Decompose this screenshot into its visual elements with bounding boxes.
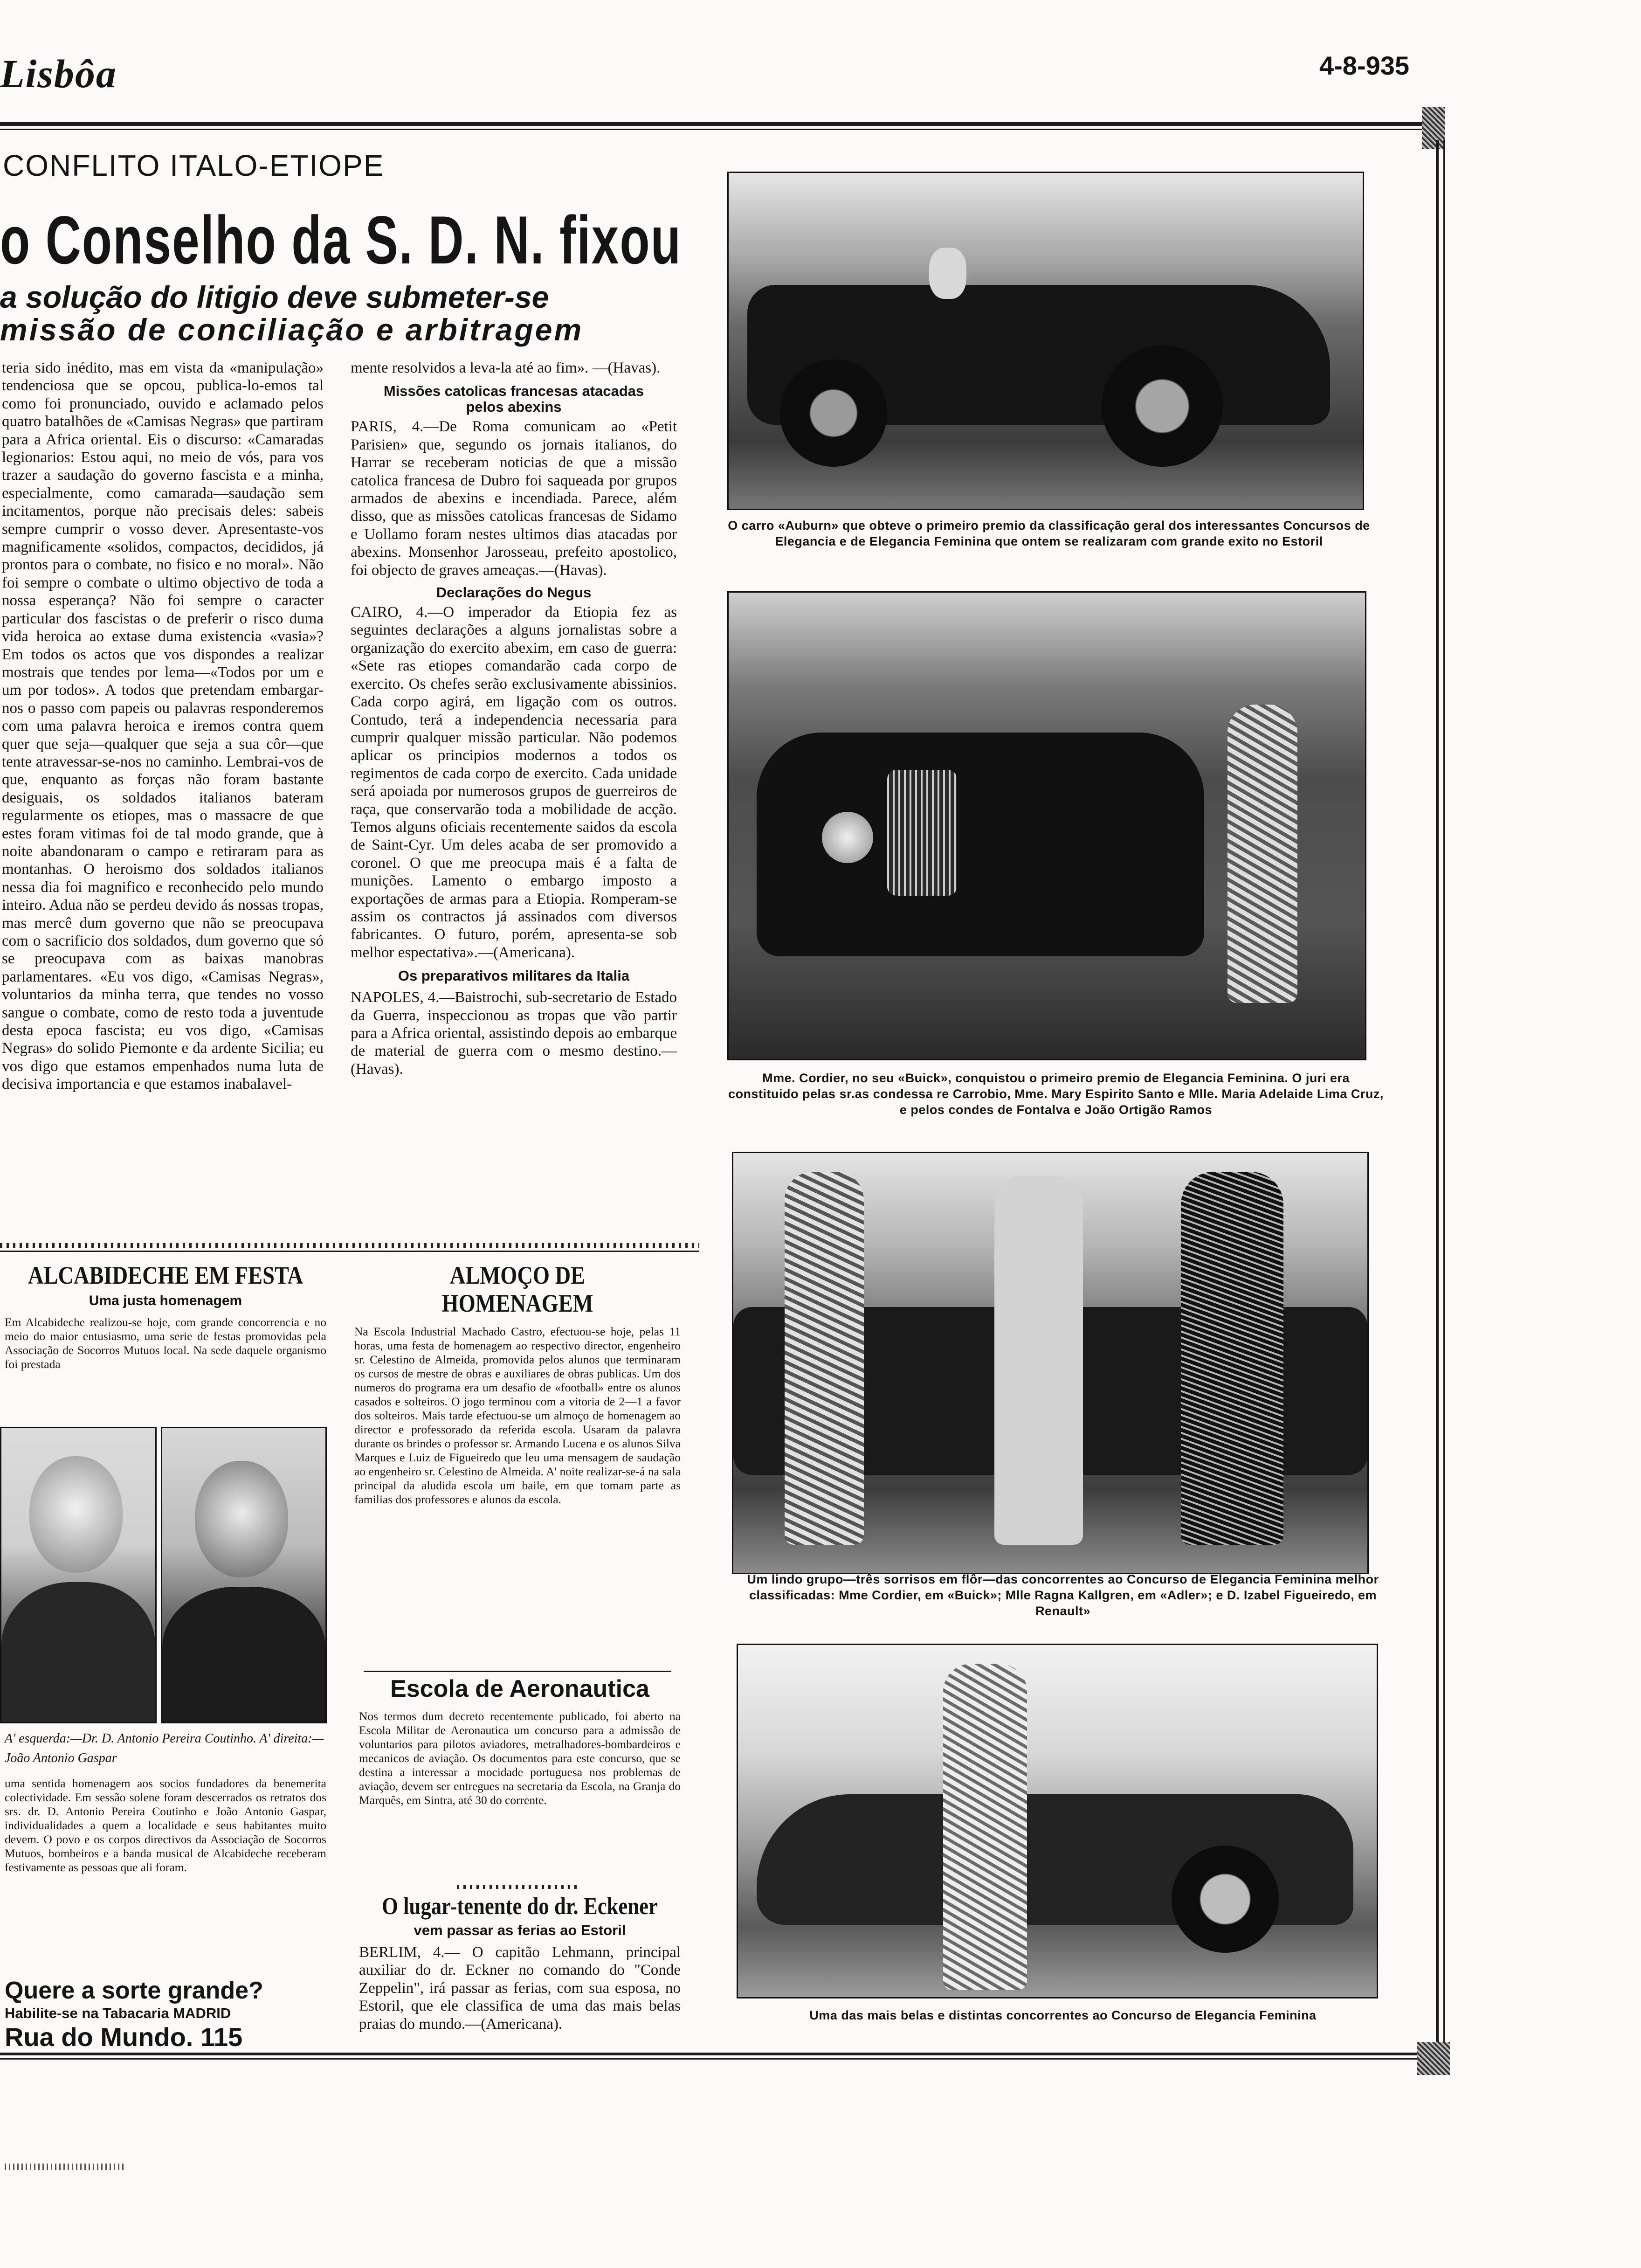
ad-line-1: Quere a sorte grande? [5,1977,263,2004]
caption-auburn: O carro «Auburn» que obteve o primeiro premio da classificação geral dos interessantes Concursos de Elegancia e de Elegancia Feminina que ontem se realizaram com grande exito no Estoril [728,519,1370,548]
caption-renault: Uma das mais belas e distintas concorrentes ao Concurso de Elegancia Feminina [809,2008,1317,2022]
alcabideche-text-1: Em Alcabideche realizou-se hoje, com grande concorrencia e no meio do maior entusiasmo, uma serie de festas promovidas pela Associação de Socorros Mutuos local. Na sede daquele organismo foi prestada [5,1315,326,1371]
almoco-article [354,1261,681,1507]
eckener-text: BERLIM, 4.— O capitão Lehmann, principal auxiliar do dr. Eckner no comando do "Conde Zeppelin", irá passar as ferias, com sua esposa, no Estoril, que ele classifica de uma das mais belas praias do mundo.—(Americana). [359,1944,681,2033]
portrait-right-suit [162,1587,325,1722]
renault-woman [943,1664,1027,1990]
column-2-heading-italia: Os preparativos militares da Italia [398,968,630,984]
ad-line-3: Rua do Mundo. 115 [5,2022,243,2052]
portrait-left-head [29,1456,123,1573]
alcabideche-title: ALCABIDECHE EM FESTA [28,1261,303,1289]
alcabideche-text-2: uma sentida homenagem aos socios fundadores da benemerita colectividade. Em sessão solene foram descerrados os retratos dos srs. dr. D. Antonio Pereira Coutinho e João Antonio Gaspar, individualidades a quem a localidade e seus habitantes muito devem. O povo e os corpos directivos da Associação de Socorros Mutuos, bombeiros e a banda musical de Alcabideche receberam festivamente as pessoas que ali foram. [5,1777,326,1874]
photo-auburn-car [727,172,1364,510]
portraits-caption: A' esquerda:—Dr. D. Antonio Pereira Coutinho. A' direita:—João Antonio Gaspar [5,1731,324,1765]
column-2-text-b: PARIS, 4.—De Roma comunicam ao «Petit Parisien» que, segundo os jornais italianos, do Harrar se receberam noticias de que a missão catolica francesa de Dubro foi saqueada por grupos armados de abexins e incendiada. Parece, além disso, que as missões catolicas francesas de Sidamo e Uollamo foram nestes ultimos dias atacadas por abexins. Monsenhor Jarosseau, prefeito apostolico, foi objecto de graves ameaças.—(Havas). [351,418,677,579]
caption-buick: Mme. Cordier, no seu «Buick», conquistou o primeiro premio de Elegancia Feminina. O juri era constituido pelas sr.as condessa re Carrobio, Mme. Mary Espirito Santo e Mlle. Maria Adelaide Lima Cruz, e pelos condes de Fontalva e João Ortigão Ramos [728,1071,1384,1117]
auburn-wheel-rear [780,360,887,467]
column-1-text: teria sido inédito, mas em vista da «manipulação» tendenciosa que se opcou, publica-lo-emos tal como foi pronunciado, ouvido e aclamado pelos quatro batalhões de «Camisas Negras» que partiram para a Africa oriental. Eis o discurso: «Camaradas legionarios: Estou aqui, no meio de vós, para vos trazer a saudação do governo fascista e a minha, especialmente, como camarada—saudação sem incitamentos, porque não precisais deles: sabeis sempre cumprir o vosso dever. Apresentaste-vos magnificamente «solidos, compactos, decididos, já prontos para o combate, no fisico e no moral». Não foi sempre o combate o ultimo objectivo de toda a nossa esperança? Não foi sempre o caracter particular dos fascistas o de preferir o risco duma vida heroica ao extase duma existencia «vasia»? Em todos os actos que vos dispondes a realizar mostrais que tendes por lema—«Todos por um e um por todos». A todos que pretendam embargar-nos o passo com papeis ou palavras responderemos com uma palavra heroica e iremos contra quem quer que seja—qualquer que seja a sua côr—que tente atravessar-se-nos no caminho. Lembrai-vos de que, enquanto as forças não foram bastante desiguais, os soldados italianos bateram regularmente os etiopes, mas o massacre de que estes foram vitimas foi de tal modo grande, que à noite abandonaram o campo e retiraram para as montanhas. O heroismo dos soldados italianos nessa dia foi magnifico e reconhecido pelo mundo inteiro. Adua não se perdeu devido ás nossas tropas, mas mercê dum governo que não se preocupava com o sacrificio dos soldados, dum governo que só se preocupava com as baixas manobras parlamentares. «Eu vos digo, «Camisas Negras», voluntarios da minha terra, que tendes no vosso sangue o combate, como de resto toda a juventude desta epoca fascista; eu vos digo, «Camisas Negras» do solido Piemonte e da ardente Sicilia; eu vos digo que estamos empenhados numa luta de decisiva importancia e que estamos inabalavel- [2,360,324,1093]
aero-text: Nos termos dum decreto recentemente publicado, foi aberto na Escola Militar de Aeronautica um concurso para a admissão de voluntarios para pilotos aviadores, metralhadores-bombardeiros e mecanicos de aviação. Os documentos para este concurso, que se destina a interessar a mocidade portuguesa nos problemas de aviação, devem ser entregues na secretaria da Escola, na Granja do Marquês, em Sintra, até 30 do corrente. [359,1709,681,1807]
bottom-rule [0,2053,1436,2055]
photo-group-women [732,1152,1369,1574]
right-margin-rule-2 [1443,140,1445,2061]
margin-ornament [1422,107,1445,149]
buick-headlamp [822,812,873,863]
masthead-title: Lisbôa [0,51,117,96]
main-headline: o Conselho da S. D. N. fixou [0,202,682,278]
sub-headline-2: missão de conciliação e arbitragem [0,312,584,347]
auburn-driver [929,248,966,299]
aero-title: Escola de Aeronautica [390,1675,649,1702]
eckener-article [359,1893,681,2033]
masthead-rule-thin [0,129,1441,130]
eckener-ornament [457,1885,578,1889]
alcabideche-article [5,1261,326,1371]
group-woman-center [994,1176,1083,1545]
buick-woman [1227,705,1297,1003]
scan-speck [5,2164,126,2170]
margin-ornament-bottom [1417,2042,1450,2075]
portrait-left-suit [1,1582,155,1722]
aero-article [359,1674,681,1807]
alcabideche-subtitle: Uma justa homenagem [89,1293,242,1308]
portrait-right-head [195,1461,288,1577]
group-woman-right [1181,1172,1283,1545]
sub-headline-1: a solução do litigio deve submeter-se [0,280,549,314]
masthead-rule [0,122,1441,126]
right-margin-rule [1436,140,1439,2061]
column-2 [351,359,677,1078]
eckener-title: O lugar-tenente do dr. Eckener [382,1893,658,1920]
auburn-wheel-front [1102,346,1223,467]
dotted-separator [0,1243,699,1248]
column-2-heading-negus: Declarações do Negus [436,584,592,601]
column-2-text-c: CAIRO, 4.—O imperador da Etiopia fez as seguintes declarações a alguns jornalistas sobre a organização do exercito abexim, em caso de guerra: «Sete ras etiopes comandarão cada corpo de exercito. Os chefes serão exclusivamente abissinios. Cada corpo agirá, em ligação com os outros. Contudo, terá a independencia necessaria para cumprir qualquer missão particular. Não podemos aplicar os principios modernos a todos os regimentos de cada corpo de exercito. Cada unidade será apoiada por numerosos grupos de guerreiros de raça, que conservarão toda a mobilidade de acção. Temos alguns oficiais recentemente saidos da escola de Saint-Cyr. Um deles acaba de ser promovido a coronel. O que me preocupa mais é a falta de munições. Lamento o embargo imposto a exportações de armas para a Etiopia. Romperam-se assim os contractos já assinados com diversos fabricantes. O futuro, porém, apresenta-se sob melhor espectativa».—(Americana). [351,604,677,961]
renault-wheel [1172,1846,1279,1953]
eckener-subtitle: vem passar as ferias ao Estoril [414,1922,626,1938]
bottom-rule-thin [0,2058,1436,2060]
group-woman-left [785,1172,864,1545]
column-2-text-d: NAPOLES, 4.—Baistrochi, sub-secretario de Estado da Guerra, inspeccionou as tropas que vão partir para a Africa oriental, assistindo depois ao embarque de material de guerra com o mesmo destino.—(Havas). [351,989,677,1078]
advertisement [5,1977,331,2052]
ad-line-2: Habilite-se na Tabacaria MADRID [5,2005,231,2021]
column-2-text-a: mente resolvidos a leva-la até ao fim». —(Havas). [351,360,661,376]
almoco-text: Na Escola Industrial Machado Castro, efectuou-se hoje, pelas 11 horas, uma festa de homenagem ao respectivo director, engenheiro sr. Celestino de Almeida, promovida pelos alunos que terminaram os cursos de mestre de obras e auxiliares de obras publicas. Um dos numeros do programa era um desafio de «football» entre os alunos casados e solteiros. O jogo terminou com a vitoria de 2—1 a favor dos solteiros. Mais tarde efectuou-se um almoço de homenagem ao director e professorado da referida escola. Usaram da palavra durante os brindes o professor sr. Armando Lucena e os alunos Silva Marques e Luiz de Figueiredo que leu uma mensagem de saudação ao engenheiro sr. Celestino de Almeida. A' noite realizar-se-á na sala principal da aludida escola um baile, em que tomam parte as familias dos professores e alunos da escola. [354,1325,681,1506]
column-2-heading-missoes: Missões catolicas francesas atacadas pelos abexins [383,383,644,415]
portrait-left [0,1427,157,1723]
photo-buick-car [727,591,1366,1060]
masthead-date: 4-8-935 [1319,51,1410,80]
photo-renault-car [737,1644,1378,1998]
almoco-title: ALMOÇO DE HOMENAGEM [441,1261,593,1317]
buick-grille [887,770,957,896]
caption-group: Um lindo grupo—três sorrisos em flôr—das concorrentes ao Concurso de Elegancia Feminina melhor classificadas: Mme Cordier, em «Buick»; Mlle Ragna Kallgren, em «Adler»; e D. Izabel Figueiredo, em Renault» [747,1572,1379,1618]
section-label: CONFLITO ITALO-ETIOPE [3,149,385,182]
separator-rule [0,1251,699,1252]
aero-top-rule [364,1671,671,1672]
portrait-right [161,1427,327,1723]
